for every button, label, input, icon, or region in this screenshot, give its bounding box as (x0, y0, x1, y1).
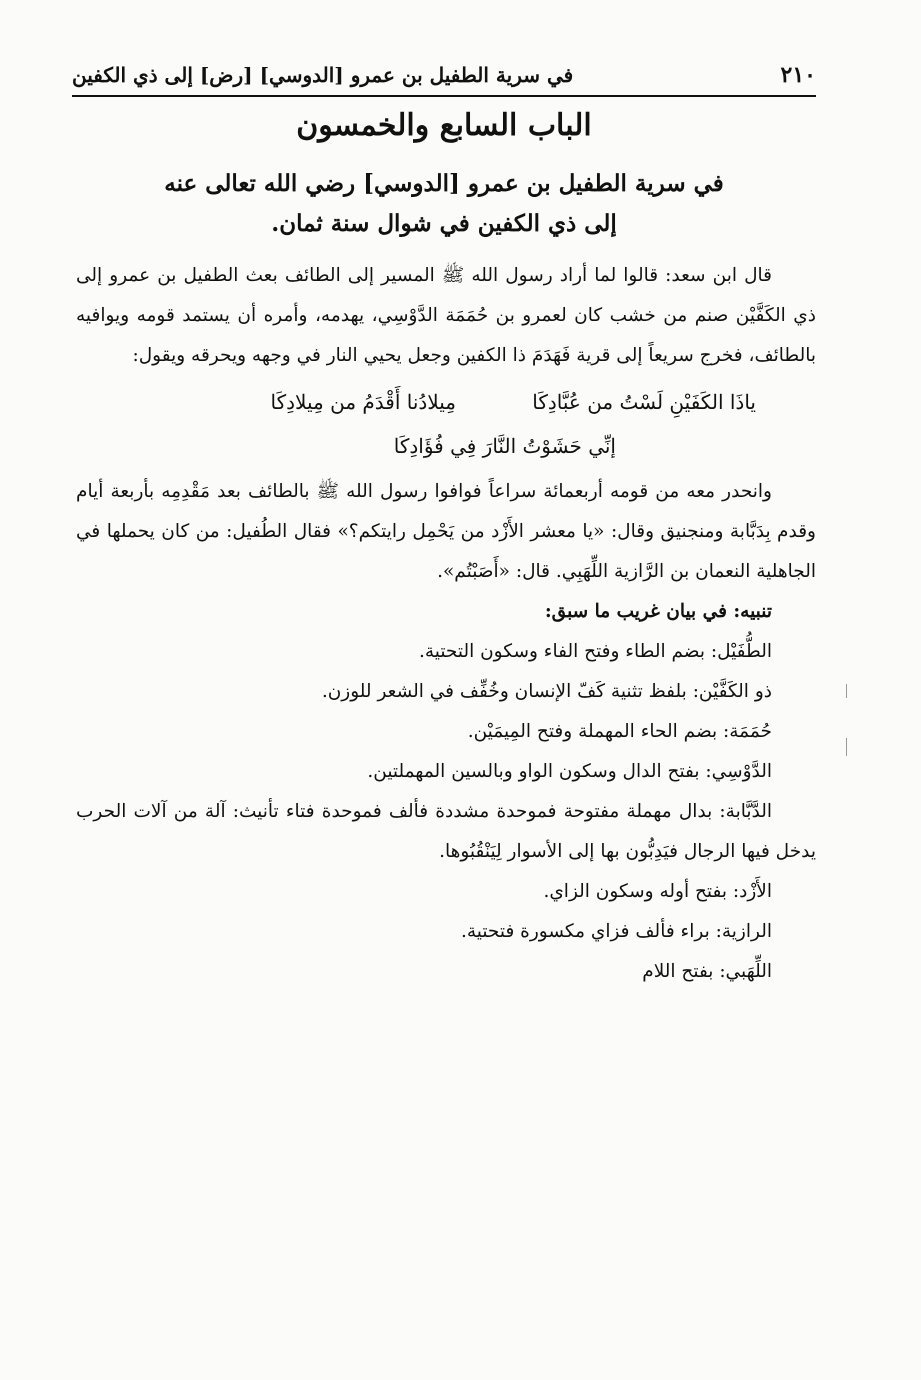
glossary-entry: الرازية: براء فألف فزاي مكسورة فتحتية. (460, 921, 772, 942)
page-header (72, 55, 816, 97)
poem-line-2: إنِّي حَشَوْتُ النَّارَ فِي فُؤَادِكَا (393, 434, 616, 458)
note-heading: تنبيه: في بيان غريب ما سبق: (544, 601, 772, 622)
chapter-subtitle-line-2: إلى ذي الكفين في شوال سنة ثمان. (271, 210, 617, 237)
scan-mark (846, 738, 847, 756)
poem-line-1-first-hemistich: ياذَا الكَفَيْنِ لَسْتُ من عُبَّادِكَا (532, 390, 756, 414)
glossary-entry: اللِّهَبي: بفتح اللام (642, 961, 772, 982)
glossary-entry: الدَّوْسِي: بفتح الدال وسكون الواو وبالسين المهملتين. (367, 761, 772, 782)
poem (76, 382, 816, 468)
glossary-entry-dabbaba: الدَّبَّابة: بدال مهملة مفتوحة فموحدة مشددة فألف فموحدة فتاء تأنيث: آلة من آلات الحرب يدخل فيها الرجال فيَدِبُّون بها إلى الأسوار لِيَنْقُبُوها. (76, 801, 816, 862)
chapter-title: الباب السابع والخمسون (296, 108, 592, 143)
body-text (76, 256, 816, 992)
glossary-entry: حُمَمَة: بضم الحاء المهملة وفتح المِيمَيْن. (467, 721, 772, 742)
page-number: ٢١٠ (780, 62, 816, 88)
poem-line-1-second-hemistich: مِيلادُنا أَقْدَمُ من مِيلادِكَا (270, 390, 456, 414)
paragraph-descent: وانحدر معه من قومه أربعمائة سراعاً فوافوا رسول الله ﷺ بالطائف بعد مَقْدِمِه بأربعة أيام وقدم بِدَبَّابة ومنجنيق وقال: «يا معشر الأَزْد من يَحْمِل رايتكم؟» فقال الطُفيل: من كان يحملها في الجاهلية النعمان بن الرَّازية اللِّهَبِي. قال: «أَصَبْتُم». (76, 481, 816, 582)
paragraph-ibn-saad: قال ابن سعد: قالوا لما أراد رسول الله ﷺ المسير إلى الطائف بعث الطفيل بن عمرو إلى ذي الكَفَّيْن صنم من خشب كان لعمرو بن حُمَمَة الدَّوْسِي، يهدمه، وأمره أن يستمد قومه ويوافيه بالطائف، فخرج سريعاً إلى قرية فَهَدَمَ ذا الكفين وجعل يحيي النار في وجهه ويحرقه ويقول: (76, 265, 816, 366)
glossary-entry: الطُّفَيْل: بضم الطاء وفتح الفاء وسكون التحتية. (418, 641, 772, 662)
running-title: في سرية الطفيل بن عمرو [الدوسي] [رض] إلى ذي الكفين (72, 63, 574, 87)
glossary-entry: الأَزْد: بفتح أوله وسكون الزاي. (543, 881, 772, 902)
scan-mark (846, 684, 847, 698)
chapter-subtitle-line-1: في سرية الطفيل بن عمرو [الدوسي] رضي الله تعالى عنه (164, 170, 724, 197)
glossary-entry: ذو الكَفَّيْن: بلفظ تثنية كَفّ الإنسان وخُفِّف في الشعر للوزن. (321, 681, 772, 702)
